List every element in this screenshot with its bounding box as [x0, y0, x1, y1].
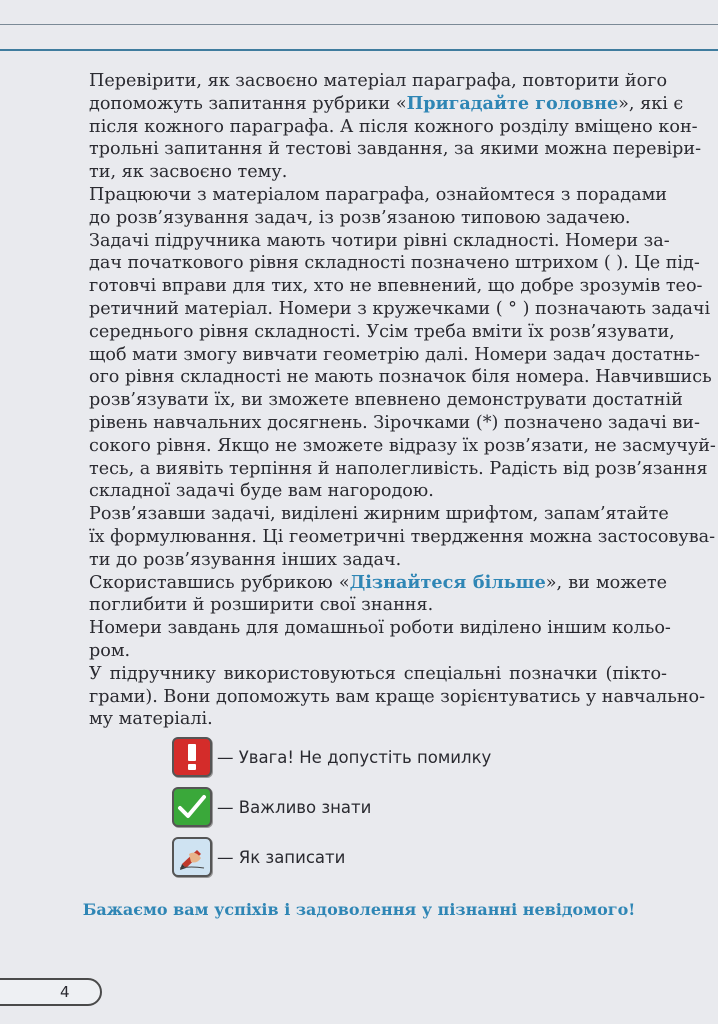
page-number-tab	[0, 978, 102, 1006]
header-thin-rule	[0, 24, 718, 25]
checkmark-icon	[172, 787, 212, 827]
text-line: трольні запитання й тестові завдання, за якими можна перевіри-	[89, 139, 702, 160]
page-number: 4	[60, 983, 70, 1001]
section-reference: Дізнайтеся більше	[349, 571, 546, 593]
text-line: складної задачі буде вам нагородою.	[89, 481, 434, 502]
body-text	[89, 70, 716, 731]
legend-row-write	[172, 832, 491, 882]
text-fragment: допоможуть запитання рубрики «	[89, 93, 407, 114]
text-line: їх формулювання. Ці геометричні твердження можна застосовува-	[89, 526, 716, 547]
text-line	[89, 572, 667, 595]
paragraph	[89, 663, 706, 731]
legend-label-important: — Важливо знати	[217, 797, 372, 817]
section-reference: Пригадайте головне	[406, 92, 619, 114]
paragraph	[89, 230, 716, 504]
text-line: сокого рівня. Якщо не зможете відразу їх розв’язати, не засмучуй-	[89, 435, 716, 456]
paragraph	[89, 503, 716, 571]
paragraph	[89, 617, 671, 663]
text-line: поглибити й розширити свої знання.	[89, 595, 434, 616]
closing-wish: Бажаємо вам успіхів і задоволення у пізнанні невідомого!	[82, 900, 636, 919]
warning-icon	[172, 737, 212, 777]
text-line: Задачі підручника мають чотири рівні складності. Номери за-	[89, 230, 670, 251]
text-fragment: Скориставшись рубрикою «	[89, 572, 350, 593]
text-line: Розв’язавши задачі, виділені жирним шрифтом, запам’ятайте	[89, 504, 669, 525]
text-line: середнього рівня складності. Усім треба вміти їх розв’язувати,	[89, 321, 675, 342]
text-line: щоб мати змогу вивчати геометрію далі. Номери задач достатнь-	[89, 344, 700, 365]
paragraph	[89, 70, 702, 184]
legend-row-important	[172, 782, 491, 832]
header-thick-rule	[0, 49, 718, 51]
text-line: готовчі вправи для тих, хто не впевнений, що добре зрозумів тео-	[89, 276, 703, 297]
text-fragment: », які є	[618, 93, 684, 114]
text-line	[89, 92, 684, 116]
text-line: ретичний матеріал. Номери з кружечками ( ° ) позначають задачі	[89, 298, 711, 319]
paragraph	[89, 184, 667, 230]
text-line: рівень навчальних досягнень. Зірочками (*) позначено задачі ви-	[89, 412, 700, 433]
legend-label-write: — Як записати	[217, 847, 346, 867]
text-line: му матеріалі.	[89, 709, 213, 730]
pictogram-legend	[172, 732, 491, 882]
legend-row-warning	[172, 732, 491, 782]
text-line: після кожного параграфа. А після кожного розділу вміщено кон-	[89, 116, 698, 137]
text-line: Перевірити, як засвоєно матеріал параграфа, повторити його	[89, 71, 668, 91]
text-line: Номери завдань для домашньої роботи виділено іншим кольо-	[89, 618, 671, 639]
text-line: грами). Вони допоможуть вам краще зорієнтуватись у навчально-	[89, 686, 706, 707]
text-line: ти, як засвоєно тему.	[89, 162, 288, 183]
text-line: ром.	[89, 640, 131, 661]
text-line: тесь, а виявіть терпіння й наполегливість. Радість від розв’язання	[89, 458, 708, 479]
text-fragment: », ви можете	[545, 572, 667, 593]
text-line: ого рівня складності не мають позначок біля номера. Навчившись	[89, 367, 712, 388]
text-line: Працюючи з матеріалом параграфа, ознайомтеся з порадами	[89, 184, 667, 205]
text-line: ти до розв’язування інших задач.	[89, 549, 402, 570]
text-line: дач початкового рівня складності позначено штрихом ( ). Це під-	[89, 253, 700, 274]
pencil-hand-icon	[172, 837, 212, 877]
text-line: У підручнику використовуються спеціальні позначки (пікто-	[89, 663, 667, 684]
paragraph	[89, 572, 667, 618]
text-line: до розв’язування задач, із розв’язаною типовою задачею.	[89, 207, 631, 228]
legend-label-warning: — Увага! Не допустіть помилку	[217, 747, 492, 767]
text-line: розв’язувати їх, ви зможете впевнено демонструвати достатній	[89, 390, 683, 411]
